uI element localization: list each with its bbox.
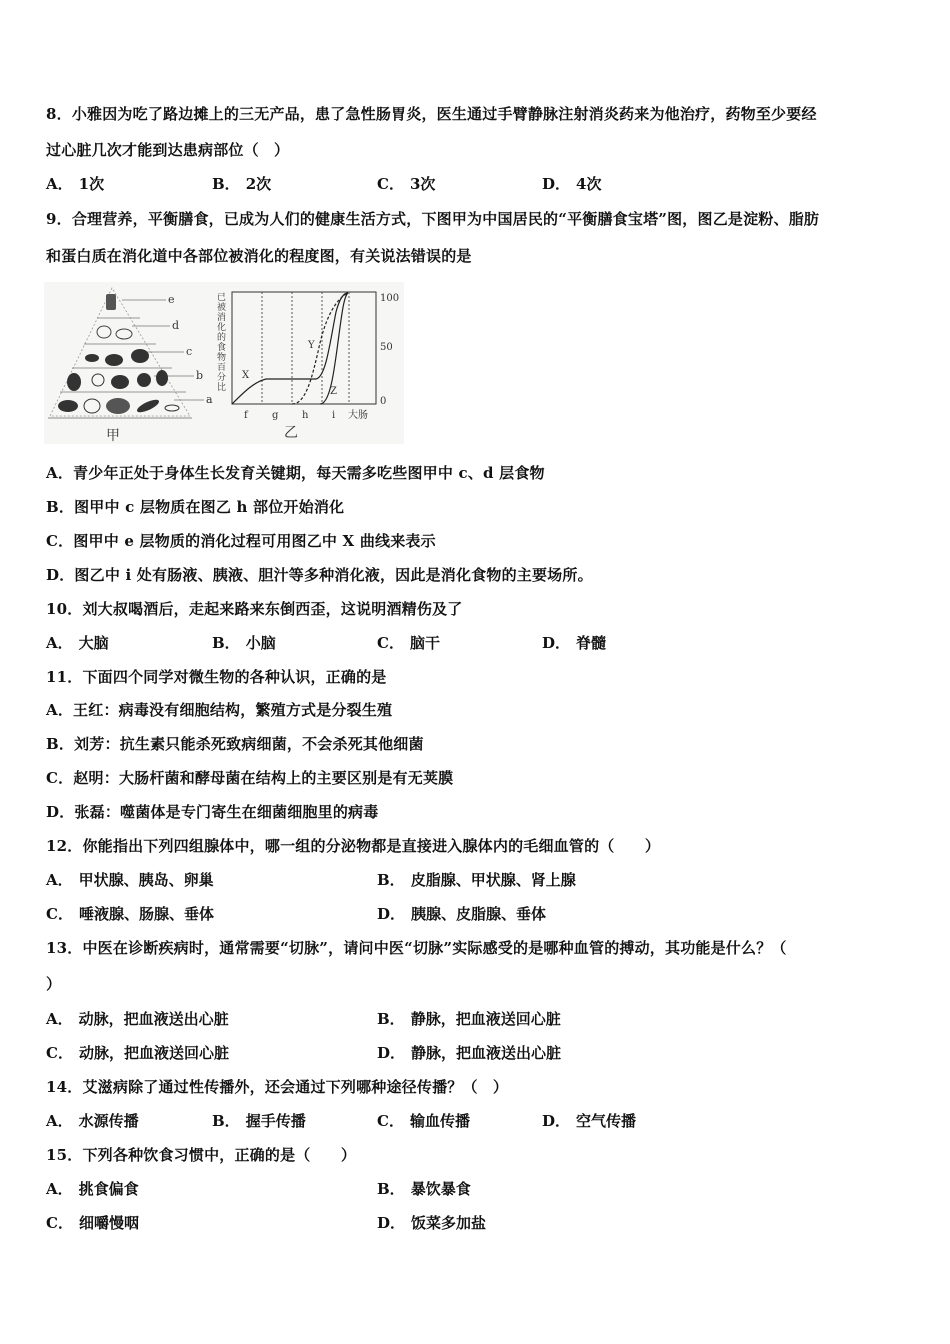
question-11-option-c[interactable]: C．赵明：大肠杆菌和酵母菌在结构上的主要区别是有无荚膜 <box>46 769 454 787</box>
question-10-stem: 10．刘大叔喝酒后，走起来路来东倒西歪，这说明酒精伤及了 <box>46 600 463 618</box>
diet-pyramid-and-digestion-chart <box>44 282 404 444</box>
question-15-option-a[interactable]: A． 挑食偏食 <box>46 1180 139 1198</box>
question-9-option-c[interactable]: C．图甲中 e 层物质的消化过程可用图乙中 X 曲线来表示 <box>46 532 436 550</box>
question-8-stem-line-1: 8．小雅因为吃了路边摊上的三无产品，患了急性肠胃炎，医生通过手臂静脉注射消炎药来为他治疗，药物至少要经 <box>46 105 817 123</box>
question-12-option-c[interactable]: C． 唾液腺、肠腺、垂体 <box>46 905 214 923</box>
curve-label-z: Z <box>330 386 337 397</box>
question-11-stem: 11．下面四个同学对微生物的各种认识，正确的是 <box>46 668 387 686</box>
pyramid-caption: 甲 <box>106 428 120 444</box>
question-8-stem-line-2: 过心脏几次才能到达患病部位（ ） <box>46 141 290 159</box>
x-tick-g: g <box>272 410 279 421</box>
question-9-stem-line-1: 9．合理营养，平衡膳食，已成为人们的健康生活方式，下图甲为中国居民的“平衡膳食宝塔”图，图乙是淀粉、脂肪 <box>46 210 820 228</box>
question-14-option-c[interactable]: C． 输血传播 <box>377 1112 470 1130</box>
curve-label-y: Y <box>308 340 315 351</box>
question-9-figure <box>44 282 404 444</box>
question-12-option-b[interactable]: B． 皮脂腺、甲状腺、肾上腺 <box>377 871 576 889</box>
chart-caption: 乙 <box>284 425 298 441</box>
question-9-option-d[interactable]: D．图乙中 i 处有肠液、胰液、胆汁等多种消化液，因此是消化食物的主要场所。 <box>46 566 593 584</box>
question-13-stem-line-2: ） <box>46 975 62 993</box>
question-13-option-a[interactable]: A． 动脉，把血液送出心脏 <box>46 1010 229 1028</box>
question-13-stem-line-1: 13．中医在诊断疾病时，通常需要“切脉”，请问中医“切脉”实际感受的是哪种血管的搏动，其功能是什么？（ <box>46 939 787 957</box>
question-9-option-a[interactable]: A．青少年正处于身体生长发育关键期，每天需多吃些图甲中 c、d 层食物 <box>46 464 545 482</box>
question-12-stem: 12．你能指出下列四组腺体中，哪一组的分泌物都是直接进入腺体内的毛细血管的（ ） <box>46 837 661 855</box>
question-12-option-d[interactable]: D． 胰腺、皮脂腺、垂体 <box>377 905 547 923</box>
question-11-option-a[interactable]: A．王红：病毒没有细胞结构，繁殖方式是分裂生殖 <box>46 701 393 719</box>
question-8-option-c[interactable]: C． 3次 <box>377 175 436 193</box>
x-tick-i: i <box>332 410 336 421</box>
y-tick-100: 100 <box>380 293 400 304</box>
question-13-option-b[interactable]: B． 静脉，把血液送回心脏 <box>377 1010 561 1028</box>
question-9-stem-line-2: 和蛋白质在消化道中各部位被消化的程度图，有关说法错误的是 <box>46 247 472 265</box>
question-8-option-a[interactable]: A． 1次 <box>46 175 105 193</box>
question-9-option-b[interactable]: B．图甲中 c 层物质在图乙 h 部位开始消化 <box>46 498 345 516</box>
question-15-stem: 15．下列各种饮食习惯中，正确的是（ ） <box>46 1146 357 1164</box>
question-10-option-a[interactable]: A． 大脑 <box>46 634 109 652</box>
question-15-option-c[interactable]: C． 细嚼慢咽 <box>46 1214 139 1232</box>
pyramid-label-b: b <box>196 369 204 382</box>
question-10-option-d[interactable]: D． 脊髓 <box>542 634 607 652</box>
question-8-option-b[interactable]: B． 2次 <box>212 175 272 193</box>
x-tick-f: f <box>244 410 248 421</box>
x-tick-large-intestine: 大肠 <box>348 410 368 421</box>
question-10-option-c[interactable]: C． 脑干 <box>377 634 440 652</box>
question-13-option-d[interactable]: D． 静脉，把血液送出心脏 <box>377 1044 562 1062</box>
pyramid-label-e: e <box>168 293 175 306</box>
question-15-option-d[interactable]: D． 饭菜多加盐 <box>377 1214 487 1232</box>
question-13-option-c[interactable]: C． 动脉，把血液送回心脏 <box>46 1044 229 1062</box>
question-11-option-b[interactable]: B．刘芳：抗生素只能杀死致病细菌，不会杀死其他细菌 <box>46 735 424 753</box>
x-tick-h: h <box>302 410 309 421</box>
question-14-stem: 14．艾滋病除了通过性传播外，还会通过下列哪种途径传播？（ ） <box>46 1078 509 1096</box>
y-tick-50: 50 <box>380 342 393 353</box>
question-14-option-b[interactable]: B． 握手传播 <box>212 1112 306 1130</box>
question-12-option-a[interactable]: A． 甲状腺、胰岛、卵巢 <box>46 871 214 889</box>
curve-label-x: X <box>242 370 250 381</box>
question-8-option-d[interactable]: D． 4次 <box>542 175 602 193</box>
pyramid-label-d: d <box>172 319 180 332</box>
question-14-option-a[interactable]: A． 水源传播 <box>46 1112 139 1130</box>
y-tick-0: 0 <box>380 396 387 407</box>
question-14-option-d[interactable]: D． 空气传播 <box>542 1112 637 1130</box>
question-10-option-b[interactable]: B． 小脑 <box>212 634 276 652</box>
pyramid-label-c: c <box>186 345 193 358</box>
chart-y-axis-label: 已被消化的食物百分比 <box>215 292 225 392</box>
question-15-option-b[interactable]: B． 暴饮暴食 <box>377 1180 471 1198</box>
pyramid-label-a: a <box>206 393 213 406</box>
question-11-option-d[interactable]: D．张磊：噬菌体是专门寄生在细菌细胞里的病毒 <box>46 803 379 821</box>
